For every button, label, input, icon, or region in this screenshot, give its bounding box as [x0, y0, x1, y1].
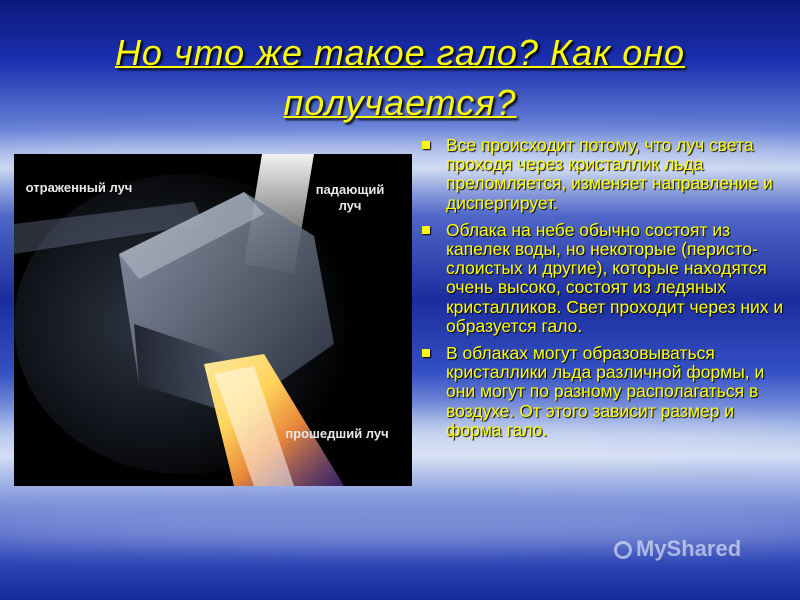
- square-bullet-icon: [422, 141, 430, 149]
- bullet-list: [418, 136, 790, 448]
- bullet-item: [418, 221, 790, 336]
- watermark-logo-icon: [614, 541, 632, 559]
- transmitted-ray-label: прошедший луч: [285, 426, 389, 441]
- square-bullet-icon: [422, 226, 430, 234]
- square-bullet-icon: [422, 349, 430, 357]
- bullet-text: В облаках могут образовываться кристаллики льда различной формы, и они могут по разному располагаться в воздухе. От этого зависит размер и форма гало.: [446, 343, 765, 440]
- bullet-item: [418, 136, 790, 213]
- reflected-ray-label: отраженный луч: [25, 180, 133, 195]
- bullet-text: Все происходит потому, что луч света проходя через кристаллик льда преломляется, изменяет направление и диспергирует.: [446, 135, 773, 213]
- bullet-text: Облака на небе обычно состоят из капелек воды, но некоторые (перисто-слоистых и другие), которые находятся очень высоко, состоят из ледяных кристалликов. Свет проходит через них и образуется гало.: [446, 219, 784, 336]
- watermark-text: MyShared: [636, 536, 742, 561]
- slide-title: Но что же такое гало? Как оно получается?: [114, 32, 686, 123]
- ice-crystal-photo: [14, 154, 412, 486]
- watermark: [614, 536, 741, 562]
- bullet-item: [418, 344, 790, 440]
- incident-ray-label: падающий луч: [315, 182, 385, 213]
